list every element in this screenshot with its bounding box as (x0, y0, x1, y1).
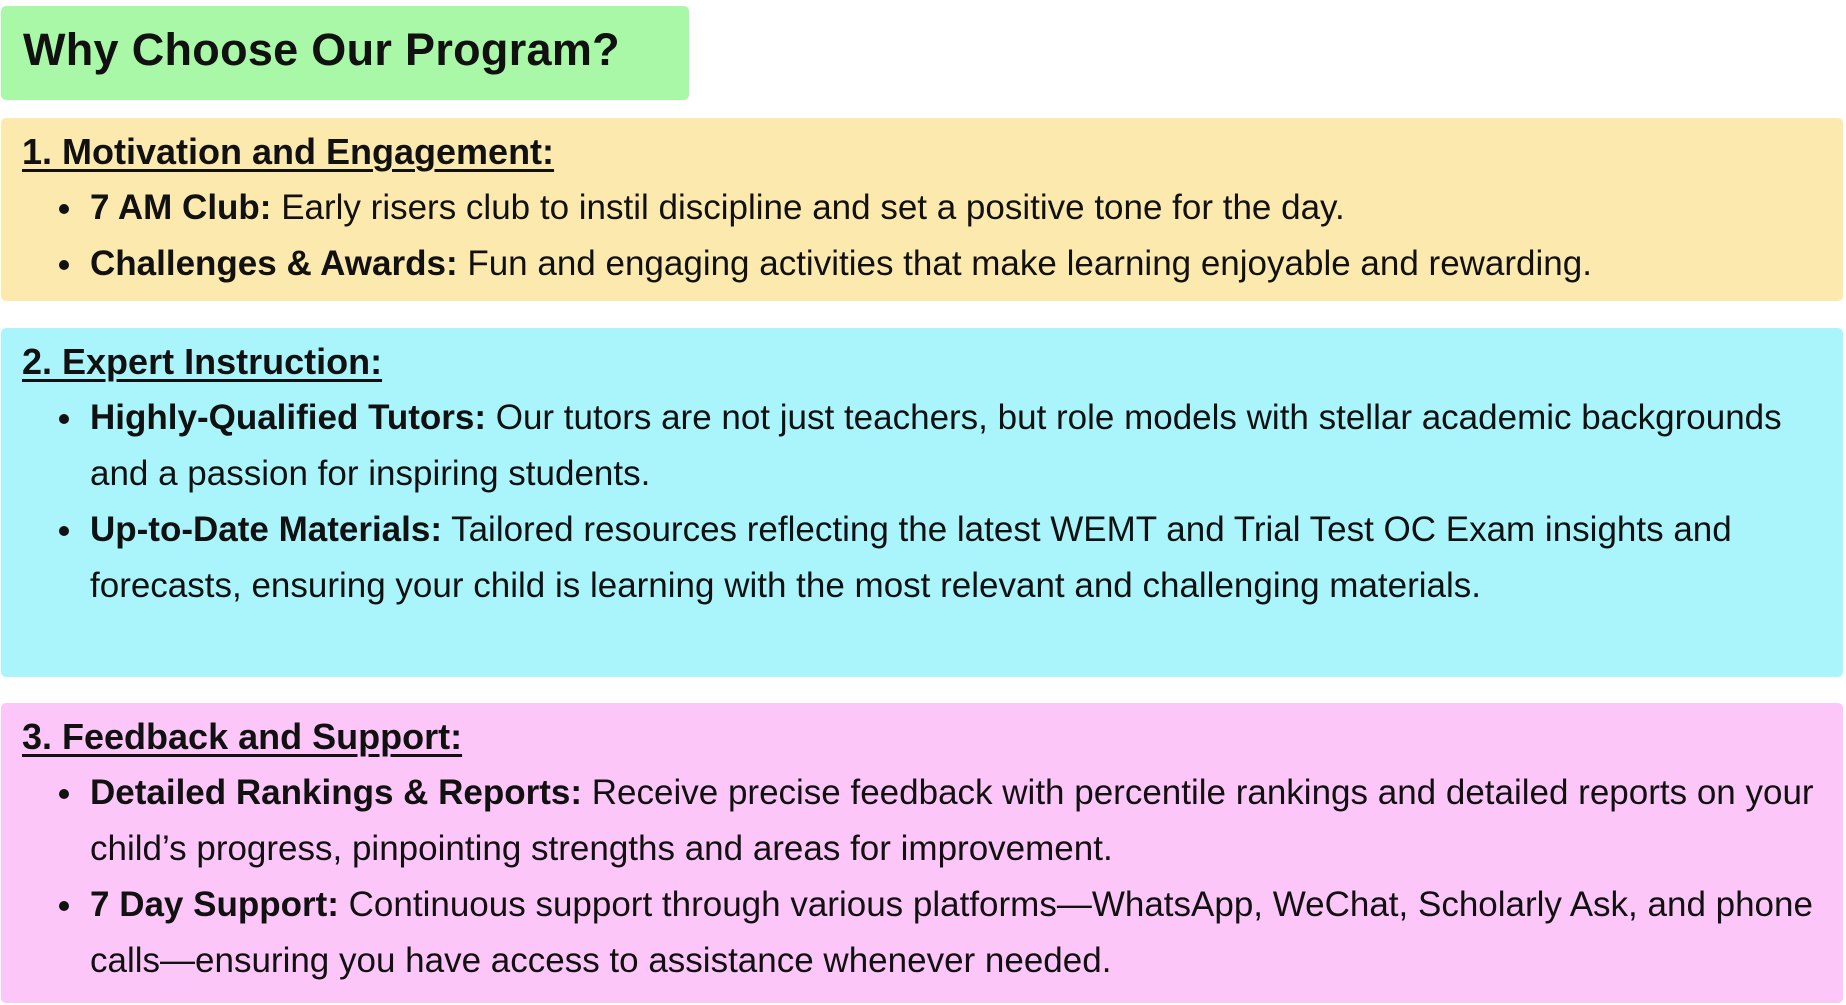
bullet-icon (59, 204, 69, 214)
item-term: 7 Day Support: (90, 885, 339, 924)
list-item (22, 236, 1823, 292)
list-item (22, 877, 1823, 989)
item-term: Up-to-Date Materials: (90, 510, 442, 549)
page-title: Why Choose Our Program? (23, 24, 620, 75)
section-expert-instruction (1, 328, 1843, 677)
item-text: Continuous support through various platforms—WhatsApp, WeChat, Scholarly Ask, and phone calls—ensuring you have access to assistance whenever needed. (90, 885, 1813, 980)
item-text: Our tutors are not just teachers, but role models with stellar academic backgrounds and a passion for inspiring students. (90, 398, 1782, 493)
section-heading: 2. Expert Instruction: (22, 341, 383, 382)
list-item (22, 765, 1823, 877)
bullet-list (22, 180, 1823, 292)
item-term: 7 AM Club: (90, 188, 272, 227)
bullet-icon (59, 789, 69, 799)
item-text: Fun and engaging activities that make learning enjoyable and rewarding. (457, 244, 1592, 283)
section-motivation (1, 118, 1843, 301)
bullet-icon (59, 260, 69, 270)
item-text: Early risers club to instil discipline and set a positive tone for the day. (271, 188, 1345, 227)
title-banner (1, 6, 689, 100)
list-item (22, 180, 1823, 236)
item-term: Challenges & Awards: (90, 244, 458, 283)
list-item (22, 390, 1823, 502)
bullet-icon (59, 526, 69, 536)
item-term: Detailed Rankings & Reports: (90, 773, 583, 812)
item-text: Receive precise feedback with percentile rankings and detailed reports on your child’s progress, pinpointing strengths and areas for improvement. (90, 773, 1814, 868)
item-term: Highly-Qualified Tutors: (90, 398, 487, 437)
section-feedback-support (1, 703, 1843, 1003)
bullet-list (22, 390, 1823, 614)
bullet-icon (59, 414, 69, 424)
section-heading: 3. Feedback and Support: (22, 716, 463, 757)
item-text: Tailored resources reflecting the latest WEMT and Trial Test OC Exam insights and forecasts, ensuring your child is learning with the most relevant and challenging materials. (90, 510, 1732, 605)
bullet-icon (59, 901, 69, 911)
section-heading: 1. Motivation and Engagement: (22, 131, 555, 172)
list-item (22, 502, 1823, 614)
bullet-list (22, 765, 1823, 989)
